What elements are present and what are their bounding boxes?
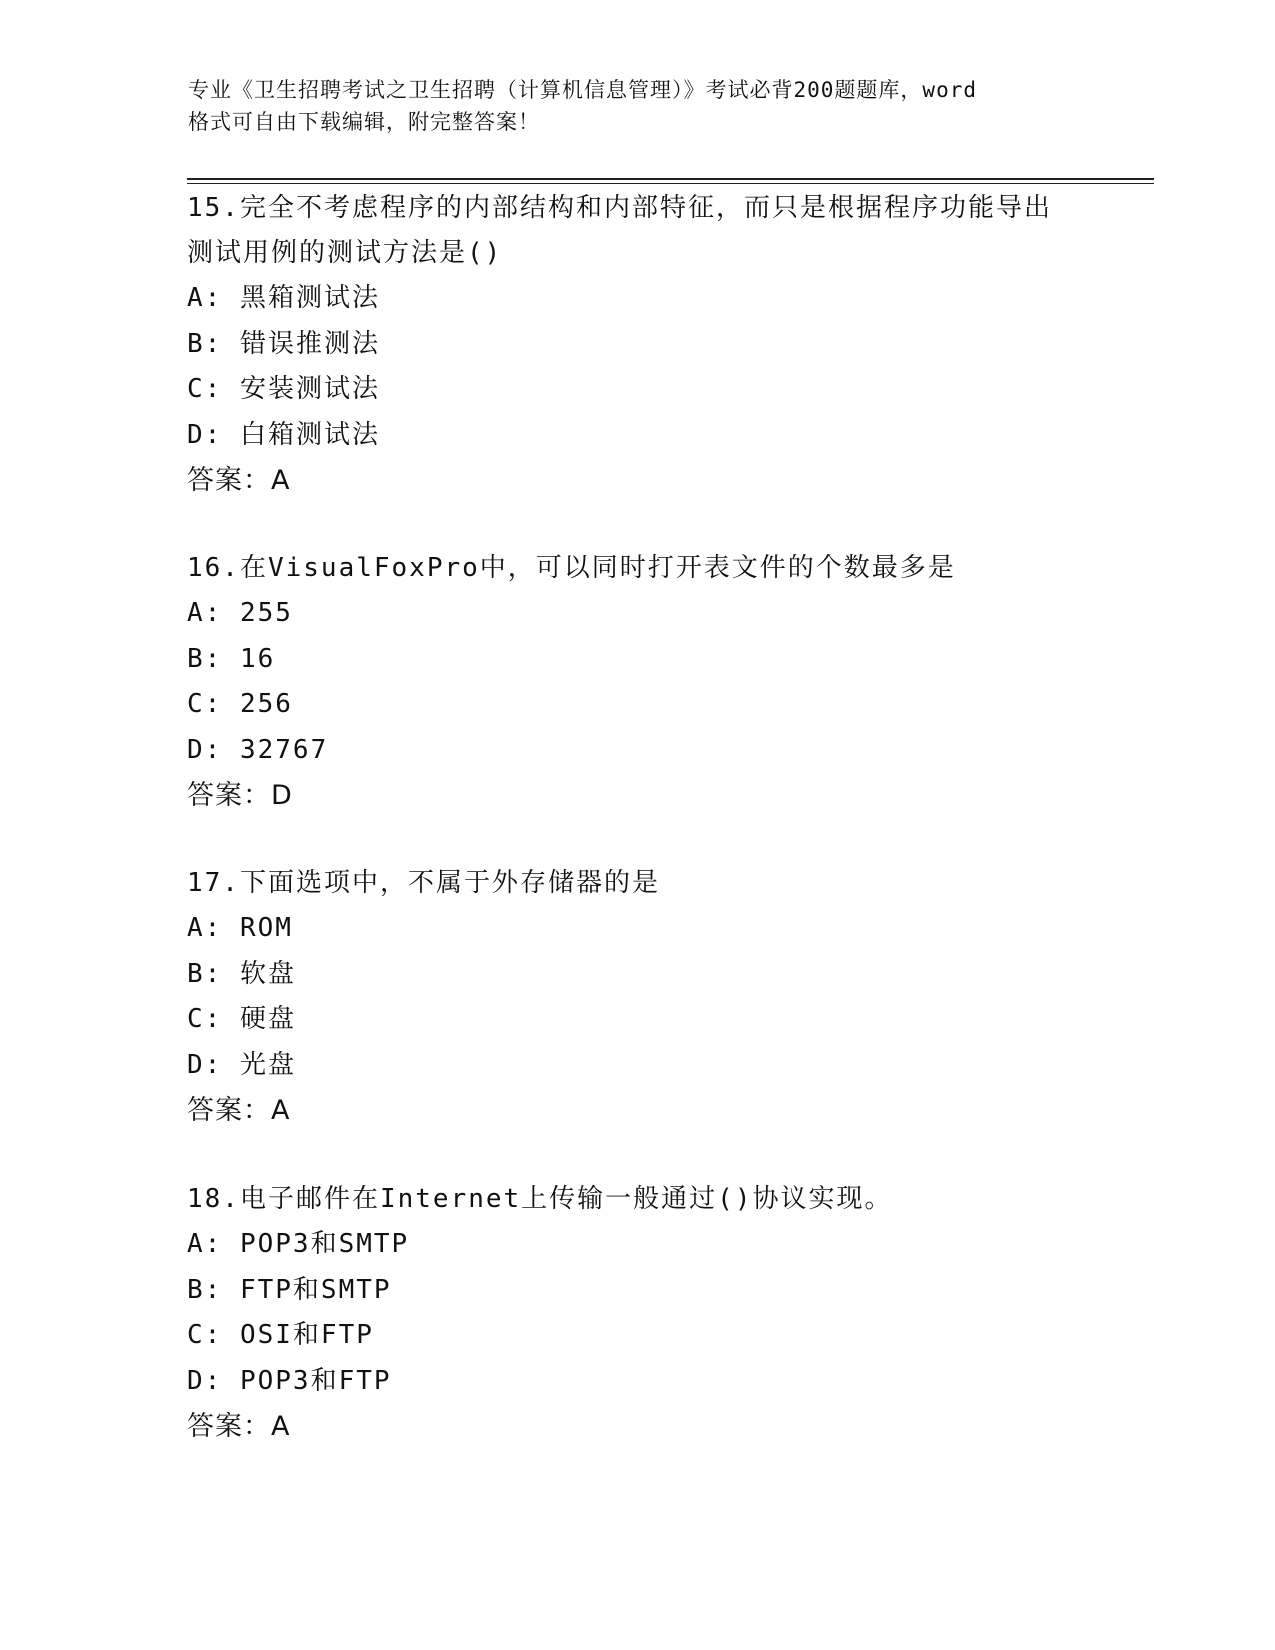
option-b: B: FTP和SMTP [187,1274,392,1305]
option-c: C: 256 [187,689,293,719]
header-divider-thin [187,183,1154,184]
option-d: D: 32767 [187,734,329,765]
answer-label: 答案：A [187,465,291,496]
option-c: C: OSI和FTP [187,1320,374,1350]
question-stem-line-1: 15.完全不考虑程序的内部结构和内部特征，而只是根据程序功能导出 [187,193,1052,223]
option-a: A: 黑箱测试法 [187,283,380,313]
header-divider-thick [187,178,1154,180]
option-b: B: 软盘 [187,958,296,989]
document-header [188,74,1088,138]
header-line-1: 专业《卫生招聘考试之卫生招聘（计算机信息管理）》考试必背200题题库，word [188,78,977,102]
option-c: C: 硬盘 [187,1004,296,1034]
option-d: D: POP3和FTP [187,1365,392,1396]
header-line-2: 格式可自由下载编辑，附完整答案！ [188,110,540,134]
option-c: C: 安装测试法 [187,374,380,404]
option-a: A: ROM [187,913,293,943]
option-a: A: 255 [187,598,293,628]
option-d: D: 光盘 [187,1049,296,1080]
question-stem-line-2: 测试用例的测试方法是() [187,238,503,268]
answer-label: 答案：A [187,1411,291,1442]
question-stem-line-1: 17.下面选项中，不属于外存储器的是 [187,868,660,898]
question-18 [187,1177,1087,1449]
option-a: A: POP3和SMTP [187,1229,410,1259]
question-17 [187,861,1087,1133]
question-16 [187,546,1087,818]
option-b: B: 16 [187,643,276,674]
answer-label: 答案：D [187,780,293,811]
answer-label: 答案：A [187,1095,291,1126]
option-d: D: 白箱测试法 [187,419,380,450]
question-stem-line-1: 18.电子邮件在Internet上传输一般通过()协议实现。 [187,1184,893,1214]
option-b: B: 错误推测法 [187,328,380,359]
question-15 [187,186,1087,503]
question-stem-line-1: 16.在VisualFoxPro中，可以同时打开表文件的个数最多是 [187,553,956,583]
